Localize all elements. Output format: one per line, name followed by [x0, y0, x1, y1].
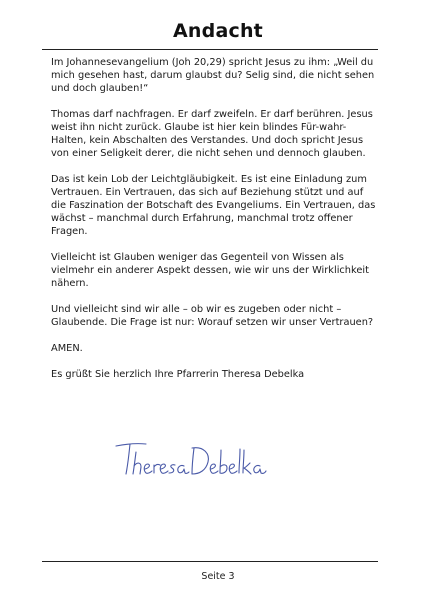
paragraph-amen: AMEN.	[51, 343, 83, 354]
page-title: Andacht	[173, 20, 263, 42]
paragraph-knowledge: Vielleicht ist Glauben weniger das Gegenteil von Wissen als vielmehr ein anderer Aspekt dessen, wie wir uns der Wirklichkeit nähern.	[51, 252, 369, 289]
paragraph-quote: Im Johannesevangelium (Joh 20,29) spricht Jesus zu ihm: „Weil du mich gesehen hast, darum glaubst du? Selig sind, die nicht sehen und doch glauben!“	[51, 57, 375, 94]
paragraph-thomas: Thomas darf nachfragen. Er darf zweifeln. Er darf berühren. Jesus weist ihn nicht zurück. Glaube ist hier kein blindes Für-wahr-Halten, kein Abschalten des Verstandes. Und doch spricht Jesus von einer Seligkeit derer, die nicht sehen und dennoch glauben.	[51, 109, 373, 159]
top-divider	[42, 49, 378, 50]
paragraph-trust: Das ist kein Lob der Leichtgläubigkeit. Es ist eine Einladung zum Vertrauen. Ein Vertrauen, das sich auf Beziehung stützt und auf die Faszination der Botschaft des Evangeliums. Ein Vertrauen, das wächst – manchmal durch Erfahrung, manchmal trotz offener Fragen.	[51, 174, 376, 237]
devotion-text	[51, 56, 381, 394]
handwritten-signature	[112, 436, 272, 486]
page-number: Seite 3	[201, 571, 235, 582]
bottom-divider	[42, 561, 378, 562]
paragraph-greeting: Es grüßt Sie herzlich Ihre Pfarrerin Theresa Debelka	[51, 369, 305, 380]
paragraph-believers: Und vielleicht sind wir alle – ob wir es zugeben oder nicht – Glaubende. Die Frage ist nur: Worauf setzen wir unser Vertrauen?	[51, 304, 374, 328]
